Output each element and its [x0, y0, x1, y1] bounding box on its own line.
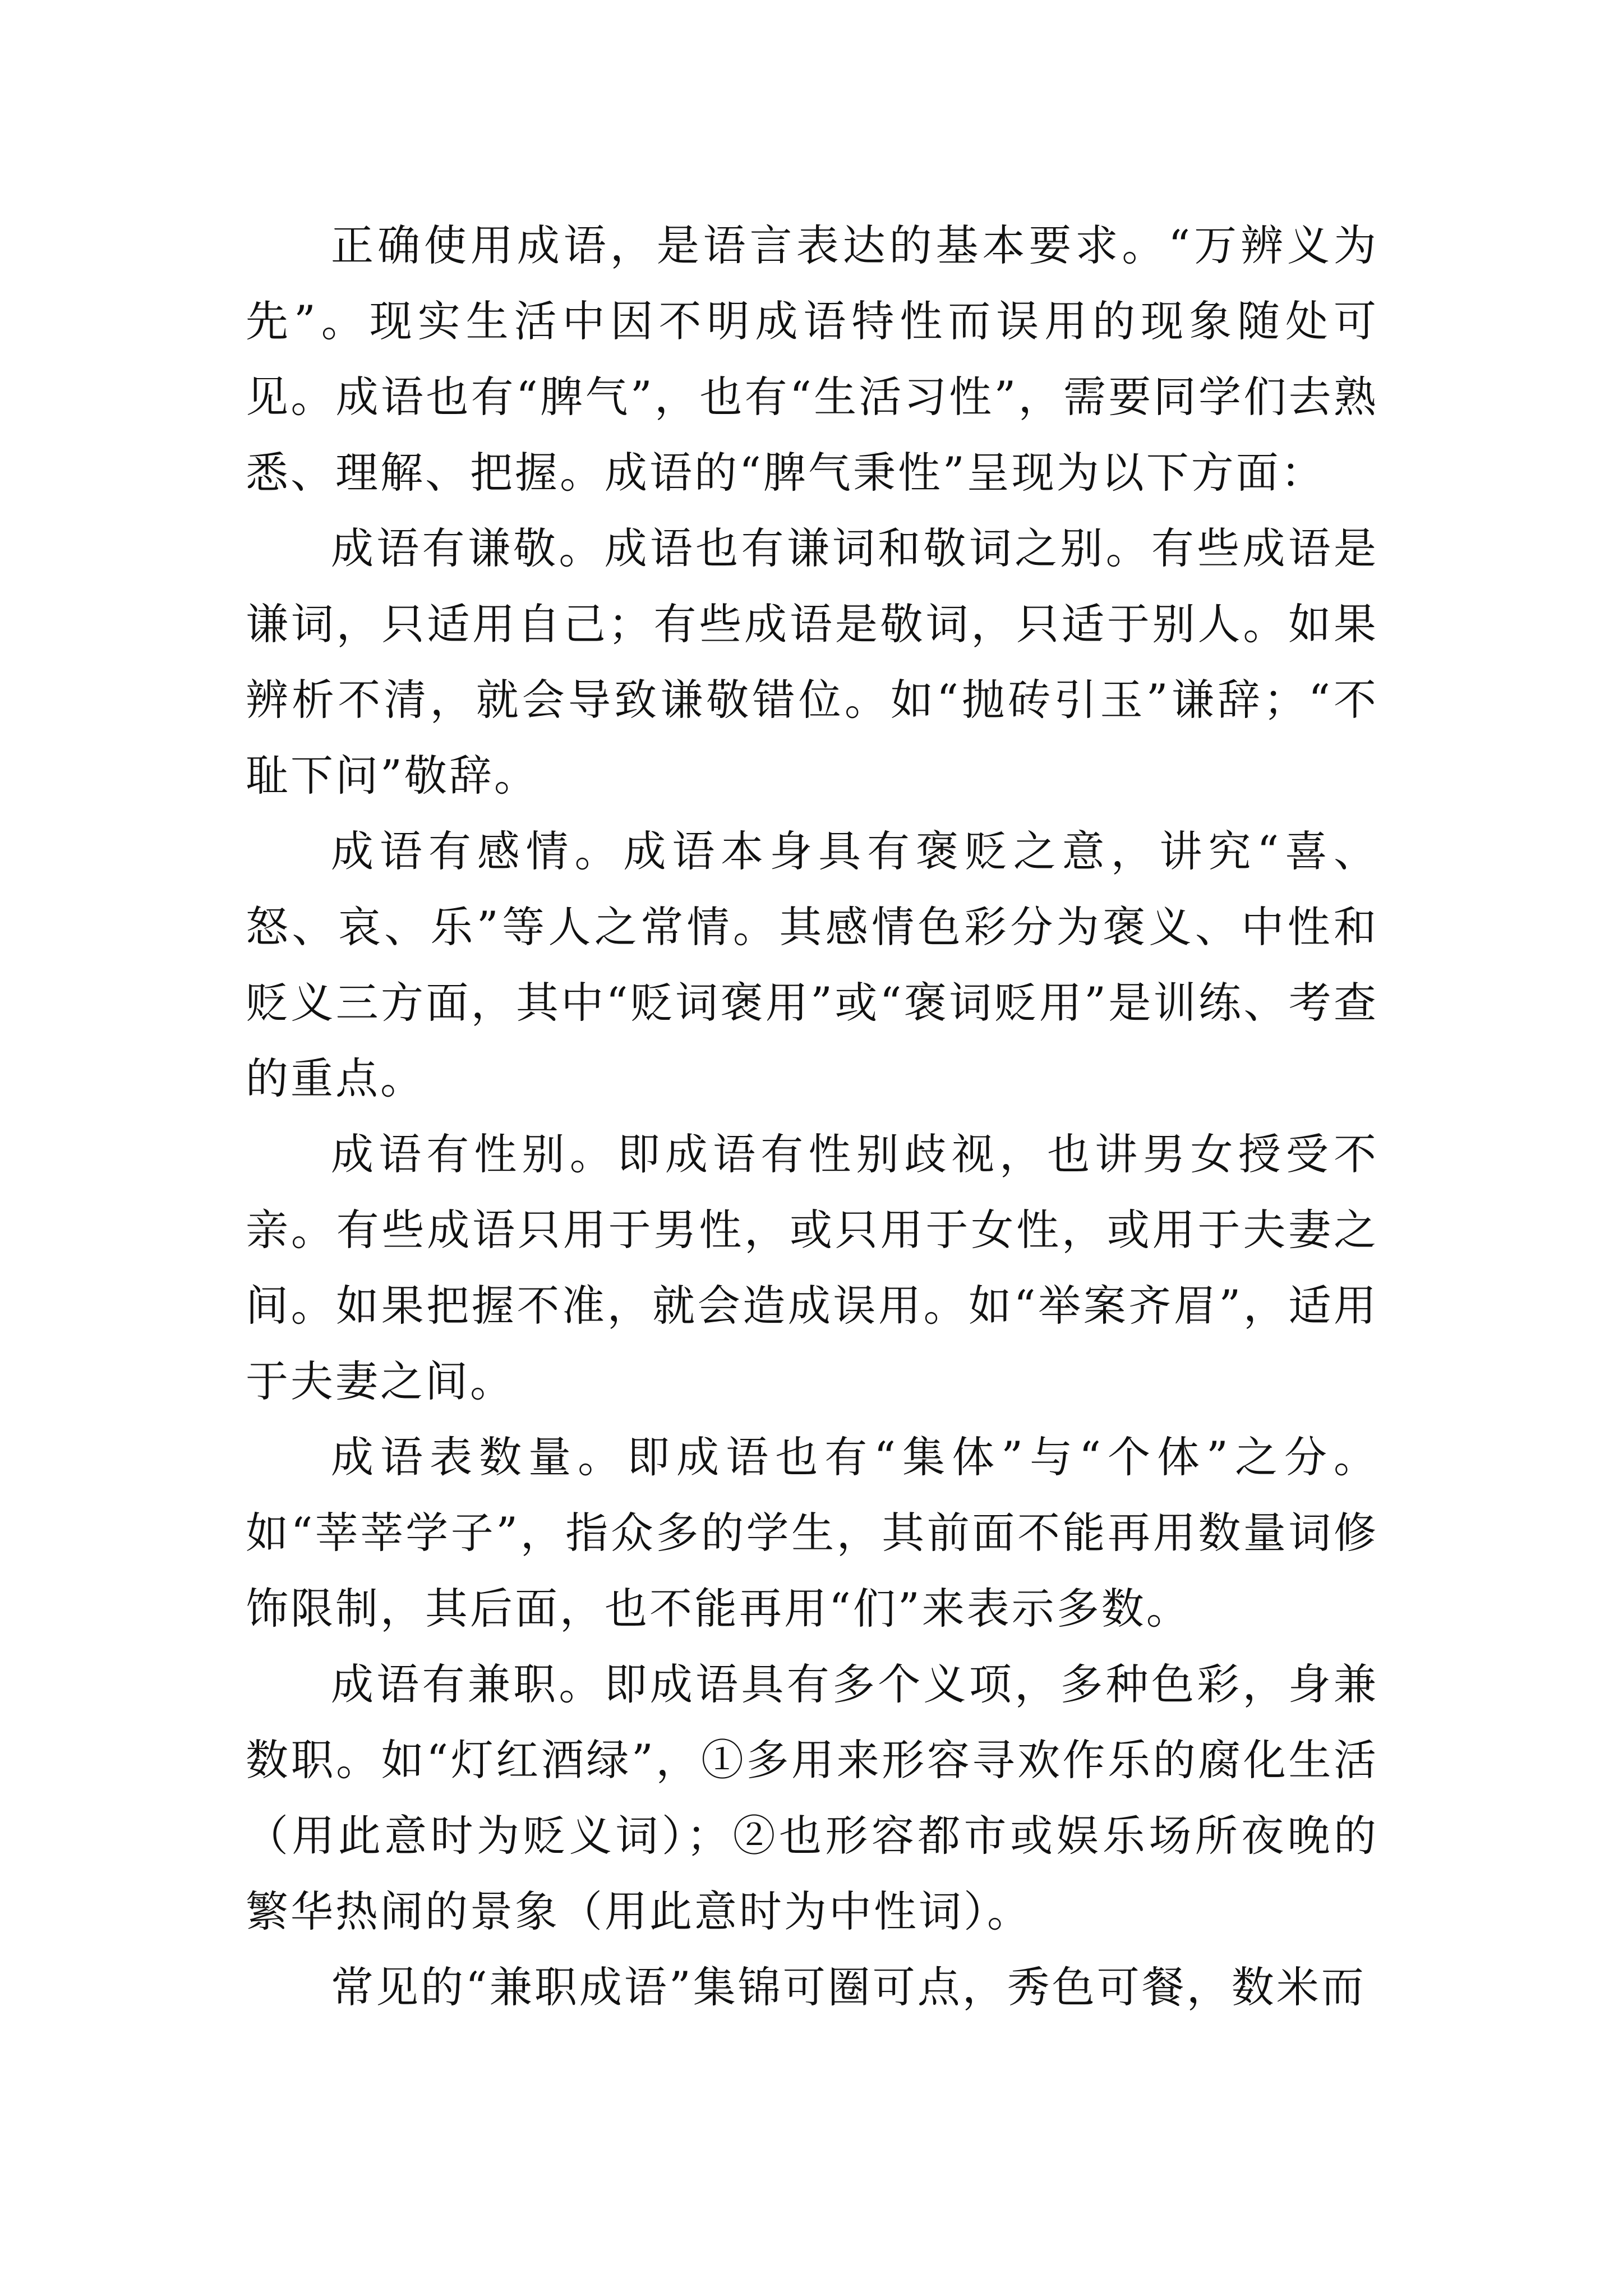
paragraph-modesty-respect: 成语有谦敬。成语也有谦词和敬词之别。有些成语是谦词，只适用自己；有些成语是敬词，只适于别人。如果辨析不清，就会导致谦敬错位。如“抛砖引玉”谦辞；“不耻下问”敬辞。 [246, 523, 1378, 800]
paragraph-quantity: 成语表数量。即成语也有“集体”与“个体”之分。如“莘莘学子”，指众多的学生，其前面不能再用数量词修饰限制，其后面，也不能再用“们”来表示多数。 [246, 1432, 1378, 1634]
body-text [246, 208, 1378, 2025]
paragraph-collection: 常见的“兼职成语”集锦可圈可点，秀色可餐，数米而 [331, 1962, 1366, 2012]
paragraph-gender: 成语有性别。即成语有性别歧视，也讲男女授受不亲。有些成语只用于男性，或只用于女性，或用于夫妻之间。如果把握不准，就会造成误用。如“举案齐眉”，适用于夫妻之间。 [246, 1129, 1378, 1406]
paragraph-multiple-meanings: 成语有兼职。即成语具有多个义项，多种色彩，身兼数职。如“灯红酒绿”，①多用来形容寻欢作乐的腐化生活（用此意时为贬义词）；②也形容都市或娱乐场所夜晚的繁华热闹的景象（用此意时为中性词）。 [246, 1659, 1378, 1936]
paragraph-emotion: 成语有感情。成语本身具有褒贬之意，讲究“喜、怒、哀、乐”等人之常情。其感情色彩分为褒义、中性和贬义三方面，其中“贬词褒用”或“褒词贬用”是训练、考查的重点。 [246, 826, 1378, 1103]
paragraph-intro: 正确使用成语，是语言表达的基本要求。“万辨义为先”。现实生活中因不明成语特性而误用的现象随处可见。成语也有“脾气”，也有“生活习性”，需要同学们去熟悉、理解、把握。成语的“脾气秉性”呈现为以下方面： [246, 220, 1378, 498]
